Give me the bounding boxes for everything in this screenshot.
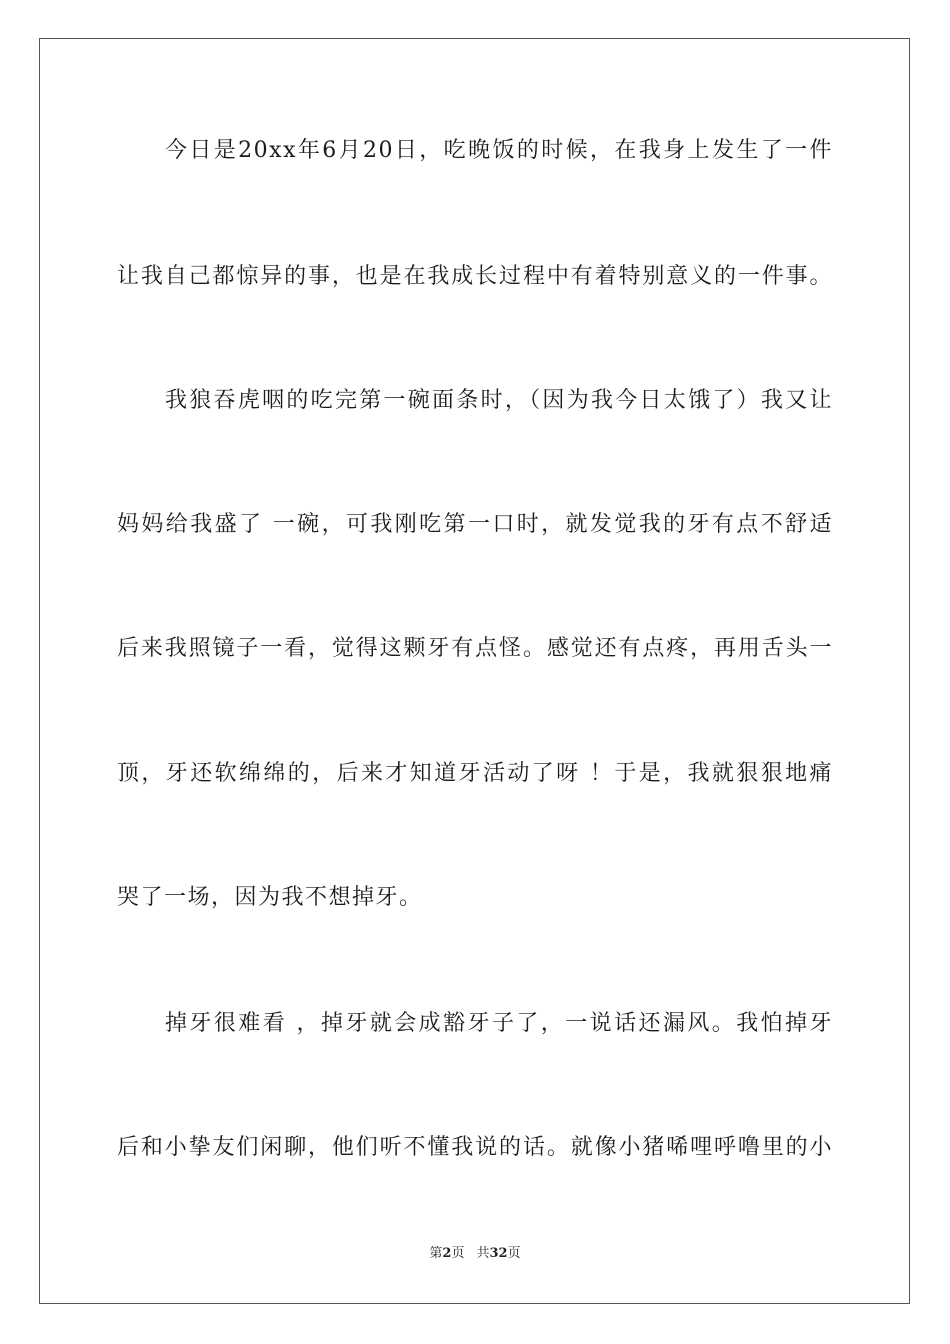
footer-total-pages: 32: [489, 1246, 508, 1261]
paragraph-2-line-5: 哭了一场，因为我不想掉牙。: [117, 885, 423, 910]
footer-page-number: 2: [442, 1246, 452, 1261]
paragraph-1-line-1: 今日是20xx年6月20日，吃晚饭的时候，在我身上发生了一件: [165, 138, 833, 163]
paragraph-2-line-1: 我狼吞虎咽的吃完第一碗面条时，（因为我今日太饿了）我又让: [165, 388, 833, 413]
footer-prefix: 第: [429, 1246, 443, 1261]
footer-page-suffix: 页: [451, 1246, 465, 1261]
paragraph-1-line-2: 让我自己都惊异的事，也是在我成长过程中有着特别意义的一件事。: [117, 264, 833, 289]
footer-total-suffix: 页: [507, 1246, 521, 1261]
page-border: [39, 38, 910, 1304]
page-footer: [0, 1245, 950, 1263]
paragraph-2-line-4: 顶，牙还软绵绵的，后来才知道牙活动了呀 ！于是，我就狠狠地痛: [117, 761, 833, 786]
paragraph-2-line-3: 后来我照镜子一看，觉得这颗牙有点怪。感觉还有点疼，再用舌头一: [117, 636, 833, 661]
paragraph-3-line-2: 后和小挚友们闲聊，他们听不懂我说的话。就像小猪唏哩呼噜里的小: [117, 1135, 833, 1160]
paragraph-2-line-2: 妈妈给我盛了 一碗，可我刚吃第一口时，就发觉我的牙有点不舒适: [117, 512, 833, 537]
paragraph-3-line-1: 掉牙很难看 ，掉牙就会成豁牙子了，一说话还漏风。我怕掉牙: [165, 1011, 833, 1036]
footer-total-prefix: 共: [476, 1246, 490, 1261]
